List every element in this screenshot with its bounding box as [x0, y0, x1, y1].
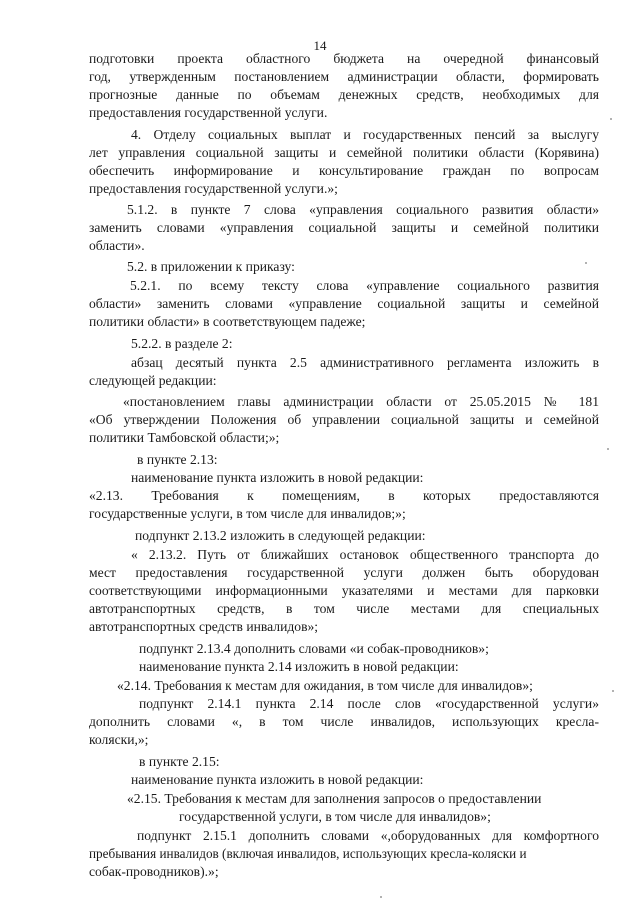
text-line: наименование пункта изложить в новой редакции: [131, 470, 424, 485]
text-line: предоставления государственной услуги. [89, 105, 328, 120]
scan-speck [380, 896, 382, 898]
text-line: мест предоставления государственной услуги должен быть оборудован [89, 565, 599, 580]
text-line: 5.2.2. в разделе 2: [131, 336, 233, 351]
text-line: «Об утверждении Положения об управлении социальной защиты и семейной [89, 412, 599, 427]
text-line: 5.1.2. в пункте 7 слова «управления социального развития области» [127, 202, 599, 217]
text-line: государственные услуги, в том числе для инвалидов;»; [89, 506, 406, 521]
scan-speck [612, 690, 614, 692]
text-line: 5.2. в приложении к приказу: [127, 259, 295, 274]
text-line: политики области» в соответствующем падеже; [89, 314, 366, 329]
page-number: 14 [313, 38, 327, 53]
text-line: « 2.13.2. Путь от ближайших остановок общественного транспорта до [131, 547, 599, 562]
text-line: прогнозные данные по объемам денежных средств, необходимых для [89, 87, 599, 102]
text-line: дополнить словами «, в том числе инвалидов, использующих кресла- [89, 714, 599, 729]
text-line: лет управления социальной защиты и семейной политики области (Корявина) [89, 145, 599, 160]
text-line: в пункте 2.15: [139, 754, 220, 769]
text-line: коляски,»; [89, 732, 149, 747]
text-line: абзац десятый пункта 2.5 административного регламента изложить в [131, 355, 599, 370]
text-line: наименование пункта изложить в новой редакции: [131, 772, 424, 787]
text-line: наименование пункта 2.14 изложить в новой редакции: [139, 659, 459, 674]
text-line: области». [89, 238, 145, 253]
text-line: автотранспортных средств инвалидов»; [89, 619, 319, 634]
text-line: «2.15. Требования к местам для заполнения запросов о предоставлении [127, 791, 542, 806]
text-line: в пункте 2.13: [137, 452, 218, 467]
text-line: 5.2.1. по всему тексту слова «управление социального развития [130, 278, 599, 293]
scan-speck [585, 262, 587, 264]
text-line: подпункт 2.14.1 пункта 2.14 после слов «государственной услуги» [139, 696, 599, 711]
text-line: обеспечить информирование и консультирование граждан по вопросам [89, 163, 599, 178]
text-line: год, утвержденным постановлением администрации области, формировать [89, 69, 599, 84]
text-line: пребывания инвалидов (включая инвалидов, использующих кресла-коляски и [89, 846, 527, 861]
text-line: «2.13. Требования к помещениям, в которых предоставляются [89, 488, 599, 503]
text-line: собак-проводников).»; [89, 864, 219, 879]
text-line: 4. Отделу социальных выплат и государственных пенсий за выслугу [131, 127, 599, 142]
text-line: подпункт 2.15.1 дополнить словами «,оборудованных для комфортного [137, 828, 599, 843]
text-line: подпункт 2.13.2 изложить в следующей редакции: [135, 528, 426, 543]
text-line: соответствующими информационными указателями и местами для парковки [89, 583, 599, 598]
text-line: подпункт 2.13.4 дополнить словами «и собак-проводников»; [139, 641, 489, 656]
text-line: государственной услуги, в том числе для инвалидов»; [179, 809, 491, 824]
text-line: подготовки проекта областного бюджета на очередной финансовый [89, 51, 599, 66]
scan-speck [610, 118, 612, 120]
text-line: «2.14. Требования к местам для ожидания, в том числе для инвалидов»; [117, 678, 533, 693]
text-line: предоставления государственной услуги.»; [89, 181, 338, 196]
text-line: автотранспортных средств, в том числе местами для специальных [89, 601, 599, 616]
text-line: области» заменить словами «управление социальной защиты и семейной [89, 296, 599, 311]
text-line: политики Тамбовской области;»; [89, 430, 280, 445]
scan-speck [607, 448, 609, 450]
text-line: «постановлением главы администрации области от 25.05.2015 № 181 [123, 394, 599, 409]
text-line: заменить словами «управления социальной защиты и семейной политики [89, 220, 599, 235]
text-line: следующей редакции: [89, 373, 217, 388]
